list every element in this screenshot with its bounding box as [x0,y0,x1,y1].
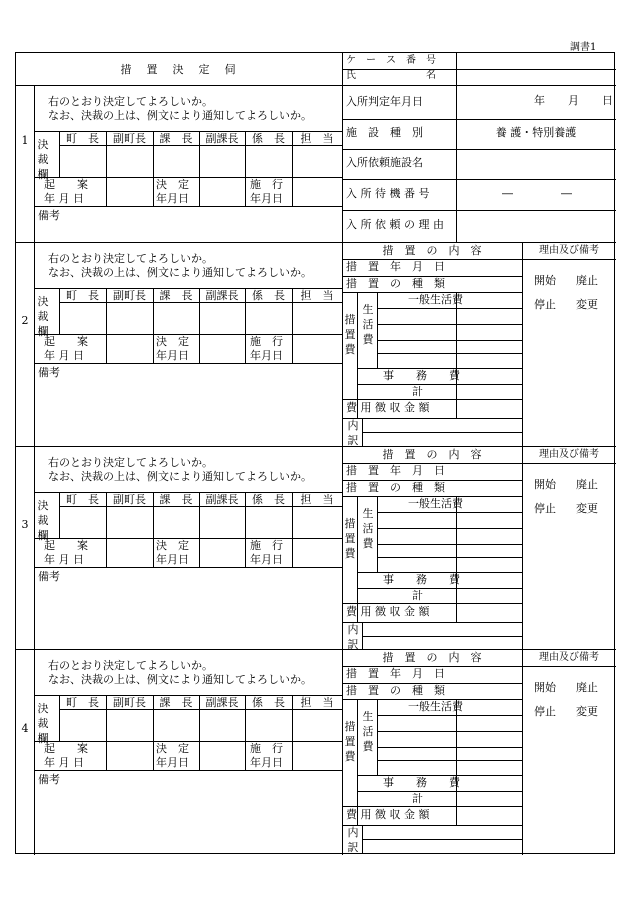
abolish-label-4: 廃止 [576,681,598,694]
vertical-char: 措 [344,313,356,326]
breakdown-label-3 [346,622,360,652]
horizontal-rule [342,119,616,120]
vertical-rule [377,496,378,572]
vertical-char: 決 [37,138,49,151]
role-5: 係 長 [252,696,285,709]
office-expense-label-3: 事 務 費 [383,573,460,586]
vertical-char: 欄 [37,732,49,745]
shiko-date-label: 年月日 [250,192,283,205]
vertical-rule [245,741,246,770]
role-1: 町 長 [66,696,99,709]
section-number-2: 2 [21,314,29,327]
role-4: 副課長 [205,493,239,506]
case-number-label: ケ ー ス 番 号 [346,55,436,66]
kian-date-label: 年 月 日 [44,349,84,362]
section-number-3: 3 [21,518,29,531]
vertical-char: 欄 [37,168,49,181]
vertical-char: 訳 [347,638,359,651]
total-label-3: 計 [412,589,423,602]
shiko-label: 施 行 [250,539,283,552]
horizontal-rule [342,806,522,807]
horizontal-rule [362,839,522,840]
approval-text-line2: なお、決裁の上は、例文により通知してよろしいか。 [48,109,312,122]
vertical-char: 内 [347,419,359,432]
date-year-label: 年 [534,94,545,107]
kettei-date-label: 年月日 [156,192,189,205]
abolish-label-3: 廃止 [576,478,598,491]
horizontal-rule [362,636,522,637]
measure-header-3: 措 置 の 内 容 [382,448,482,461]
role-6: 担 当 [300,696,334,709]
vertical-rule [106,334,107,363]
approval-text-line1: 右のとおり決定してよろしいか。 [48,252,213,265]
reason-header-3: 理由及び備考 [539,449,599,460]
vertical-char: 決 [37,499,49,512]
waiting-number-dash-2: ― [561,187,572,200]
role-2: 副町長 [113,696,146,709]
vertical-rule [245,334,246,363]
role-3: 課 長 [159,696,193,709]
measure-decision-form [15,52,615,854]
role-3: 課 長 [159,132,193,145]
start-label-2: 開始 [534,274,556,287]
role-6: 担 当 [300,289,334,302]
vertical-char: 置 [344,328,356,341]
request-facility-label: 入所依頼施設名 [346,156,423,169]
expense-label-4 [343,719,357,764]
kettei-date-label: 年月日 [156,349,189,362]
kettei-label: 決 定 [156,539,189,552]
breakdown-label-4 [346,825,360,855]
vertical-rule [377,699,378,775]
role-1: 町 長 [66,289,99,302]
biko-label: 備考 [38,366,60,379]
start-label-4: 開始 [534,681,556,694]
vertical-char: 裁 [37,514,49,527]
expense-label-3 [343,516,357,561]
horizontal-rule [377,308,522,309]
horizontal-rule [377,731,522,732]
role-3: 課 長 [159,289,193,302]
general-living-label-3: 一般生活費 [408,497,463,510]
vertical-char: 措 [344,720,356,733]
vertical-rule [34,649,35,855]
role-4: 副課長 [205,289,239,302]
start-label-3: 開始 [534,478,556,491]
abolish-label-2: 廃止 [576,274,598,287]
horizontal-rule [377,760,522,761]
kettei-date-label: 年月日 [156,553,189,566]
page-number: 調書1 [570,42,597,53]
facility-type-value: 養 護・特別養護 [495,126,577,139]
horizontal-rule [342,649,616,650]
total-label-2: 計 [412,385,423,398]
facility-type-label: 施 設 種 別 [346,126,423,139]
vertical-char: 内 [347,623,359,636]
vertical-rule [34,85,35,242]
vertical-char: 決 [37,295,49,308]
vertical-rule [245,538,246,567]
breakdown-label-2 [346,418,360,448]
vertical-rule [106,177,107,206]
role-3: 課 長 [159,493,193,506]
kian-date-label: 年 月 日 [44,192,84,205]
vertical-rule [34,242,35,446]
horizontal-rule [342,825,522,826]
biko-label: 備考 [38,773,60,786]
role-6: 担 当 [300,132,334,145]
shiko-label: 施 行 [250,742,283,755]
vertical-rule [153,741,154,770]
approval-text-line1: 右のとおり決定してよろしいか。 [48,659,213,672]
vertical-char: 決 [37,702,49,715]
vertical-char: 生 [362,303,374,316]
vertical-rule [377,292,378,368]
section-number-1: 1 [21,134,29,147]
collection-label-3: 費 用 徴 収 金 額 [346,605,430,618]
date-day-label: 日 [602,94,613,107]
shiko-label: 施 行 [250,335,283,348]
vertical-rule [153,538,154,567]
kessai-label [36,294,50,339]
vertical-rule [456,53,457,242]
shiko-label: 施 行 [250,178,283,191]
horizontal-rule [342,603,522,604]
vertical-char: 裁 [37,153,49,166]
stop-label-3: 停止 [534,502,556,515]
kian-label: 起 案 [44,742,88,755]
form-title: 措 置 決 定 伺 [120,63,238,76]
horizontal-rule [342,418,522,419]
horizontal-rule [16,242,342,243]
measure-date-label-2: 措 置 年 月 日 [346,260,445,273]
vertical-char: 生 [362,507,374,520]
shiko-date-label: 年月日 [250,756,283,769]
vertical-char: 訳 [347,841,359,854]
stop-label-2: 停止 [534,298,556,311]
vertical-char: 欄 [37,325,49,338]
vertical-char: 措 [344,517,356,530]
horizontal-rule [342,622,522,623]
horizontal-rule [357,791,522,792]
vertical-char: 費 [344,750,356,763]
vertical-rule [292,538,293,567]
expense-label-2 [343,312,357,357]
kessai-label [36,137,50,182]
vertical-rule [199,741,200,770]
horizontal-rule [377,528,522,529]
approval-text-line1: 右のとおり決定してよろしいか。 [48,95,213,108]
horizontal-rule [377,340,522,341]
horizontal-rule [377,324,522,325]
vertical-char: 費 [344,547,356,560]
horizontal-rule [342,399,522,400]
vertical-rule [106,741,107,770]
reason-header-4: 理由及び備考 [539,652,599,663]
judge-date-label: 入所判定年月日 [346,95,423,108]
vertical-char: 活 [362,725,374,738]
horizontal-rule [342,446,616,447]
role-6: 担 当 [300,493,334,506]
vertical-rule [199,334,200,363]
horizontal-rule [34,363,342,364]
vertical-char: 裁 [37,310,49,323]
reason-header-2: 理由及び備考 [539,245,599,256]
approval-text-line2: なお、決裁の上は、例文により通知してよろしいか。 [48,266,312,279]
shiko-date-label: 年月日 [250,349,283,362]
vertical-char: 欄 [37,529,49,542]
kian-label: 起 案 [44,539,88,552]
horizontal-rule [377,544,522,545]
horizontal-rule [34,206,342,207]
section-number-4: 4 [21,722,29,735]
change-label-2: 変更 [576,298,598,311]
role-1: 町 長 [66,493,99,506]
measure-type-label-2: 措 置 の 種 類 [346,277,445,290]
measure-date-label-3: 措 置 年 月 日 [346,464,445,477]
kettei-label: 決 定 [156,742,189,755]
general-living-label-2: 一般生活費 [408,293,463,306]
horizontal-rule [377,557,522,558]
biko-label: 備考 [38,209,60,222]
role-2: 副町長 [113,289,146,302]
measure-header-4: 措 置 の 内 容 [382,651,482,664]
vertical-rule [245,177,246,206]
change-label-3: 変更 [576,502,598,515]
date-month-label: 月 [568,94,579,107]
vertical-rule [292,177,293,206]
horizontal-rule [377,715,522,716]
horizontal-rule [342,242,616,243]
horizontal-rule [342,149,616,150]
kettei-label: 決 定 [156,335,189,348]
vertical-char: 費 [362,537,374,550]
request-reason-label: 入 所 依 頼 の 理 由 [346,218,444,231]
kian-date-label: 年 月 日 [44,756,84,769]
role-5: 係 長 [252,289,285,302]
role-5: 係 長 [252,493,285,506]
shiko-date-label: 年月日 [250,553,283,566]
horizontal-rule [16,446,342,447]
vertical-rule [522,242,523,446]
biko-label: 備考 [38,570,60,583]
living-expense-label-2 [361,302,375,347]
horizontal-rule [342,210,616,211]
measure-date-label-4: 措 置 年 月 日 [346,667,445,680]
approval-text-line2: なお、決裁の上は、例文により通知してよろしいか。 [48,673,312,686]
vertical-rule [292,334,293,363]
vertical-char: 費 [362,740,374,753]
vertical-rule [522,446,523,650]
vertical-char: 置 [344,735,356,748]
stop-label-4: 停止 [534,705,556,718]
vertical-char: 裁 [37,717,49,730]
role-2: 副町長 [113,493,146,506]
vertical-char: 費 [362,333,374,346]
vertical-rule [153,177,154,206]
role-4: 副課長 [205,132,239,145]
role-4: 副課長 [205,696,239,709]
vertical-char: 生 [362,710,374,723]
measure-type-label-4: 措 置 の 種 類 [346,684,445,697]
waiting-number-label: 入 所 待 機 番 号 [346,187,430,200]
kessai-label [36,498,50,543]
kettei-date-label: 年月日 [156,756,189,769]
office-expense-label-4: 事 務 費 [383,776,460,789]
living-expense-label-4 [361,709,375,754]
kettei-label: 決 定 [156,178,189,191]
change-label-4: 変更 [576,705,598,718]
horizontal-rule [377,747,522,748]
vertical-char: 置 [344,532,356,545]
vertical-rule [199,177,200,206]
kian-label: 起 案 [44,178,88,191]
office-expense-label-2: 事 務 費 [383,369,460,382]
horizontal-rule [362,432,522,433]
vertical-char: 費 [344,343,356,356]
horizontal-rule [34,567,342,568]
horizontal-rule [16,649,342,650]
vertical-rule [34,446,35,649]
role-5: 係 長 [252,132,285,145]
role-1: 町 長 [66,132,99,145]
collection-label-2: 費 用 徴 収 金 額 [346,401,430,414]
vertical-char: 訳 [347,434,359,447]
collection-label-4: 費 用 徴 収 金 額 [346,808,430,821]
vertical-rule [199,538,200,567]
measure-header-2: 措 置 の 内 容 [382,244,482,257]
waiting-number-dash-1: ― [502,187,513,200]
horizontal-rule [34,770,342,771]
measure-type-label-3: 措 置 の 種 類 [346,481,445,494]
vertical-rule [106,538,107,567]
vertical-char: 内 [347,826,359,839]
kessai-label [36,701,50,746]
horizontal-rule [342,179,616,180]
horizontal-rule [357,588,522,589]
role-2: 副町長 [113,132,146,145]
approval-text-line1: 右のとおり決定してよろしいか。 [48,456,213,469]
total-label-4: 計 [412,792,423,805]
vertical-char: 活 [362,318,374,331]
horizontal-rule [342,85,616,86]
vertical-char: 活 [362,522,374,535]
horizontal-rule [377,512,522,513]
horizontal-rule [377,353,522,354]
vertical-rule [522,649,523,855]
name-label: 氏 名 [346,70,436,81]
vertical-rule [292,741,293,770]
horizontal-rule [357,384,522,385]
general-living-label-4: 一般生活費 [408,700,463,713]
vertical-rule [153,334,154,363]
kian-label: 起 案 [44,335,88,348]
kian-date-label: 年 月 日 [44,553,84,566]
approval-text-line2: なお、決裁の上は、例文により通知してよろしいか。 [48,470,312,483]
living-expense-label-3 [361,506,375,551]
